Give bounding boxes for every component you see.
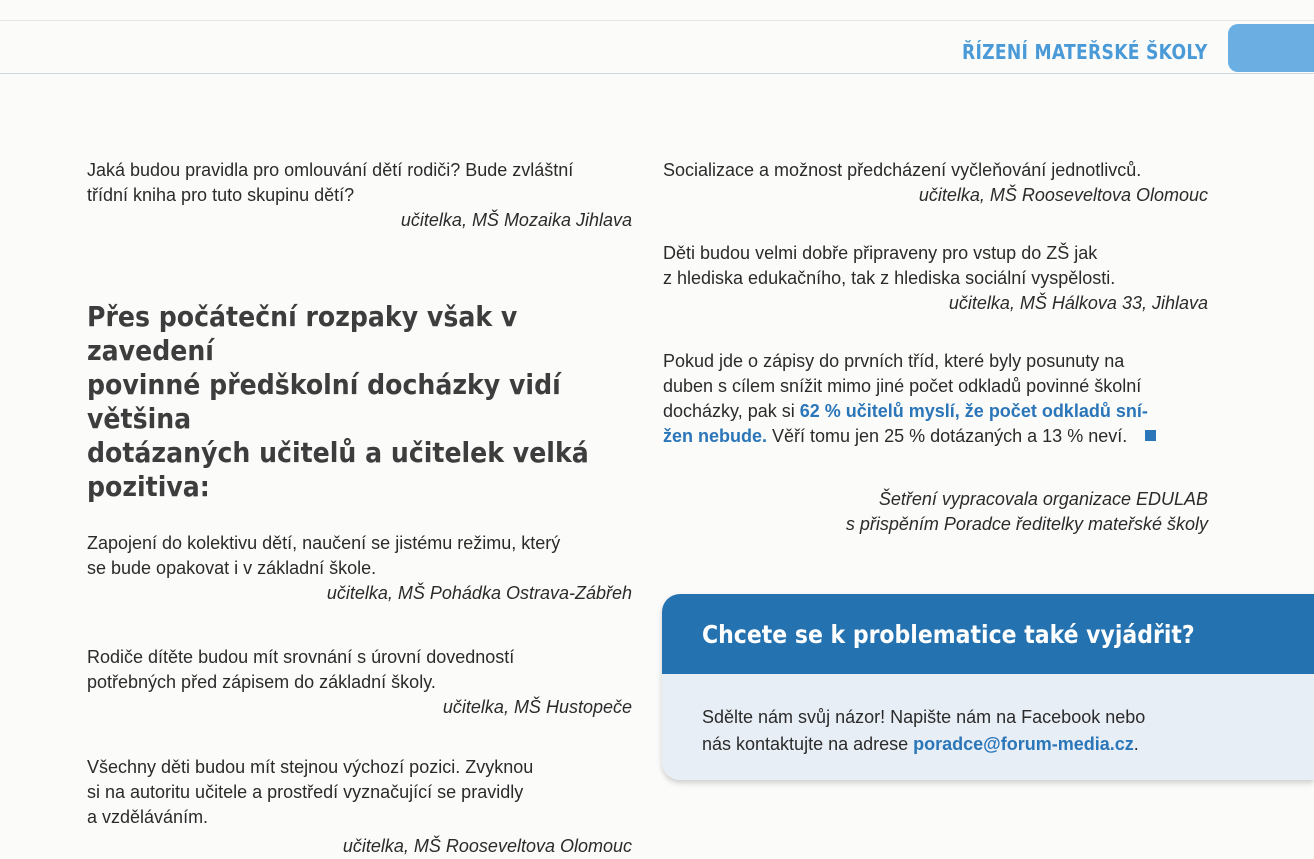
summary-highlight: 62 % učitelů myslí, že počet odkladů sní-: [799, 401, 1148, 421]
heading-line: povinné předškolní docházky vidí většina: [87, 368, 561, 435]
quote-line: se bude opakovat i v základní škole.: [87, 558, 377, 578]
summary-text: Věří tomu jen 25 % dotázaných a 13 % neví.: [767, 426, 1128, 446]
quote-attribution: učitelka, MŠ Rooseveltova Olomouc: [918, 185, 1208, 205]
summary-paragraph: [663, 349, 1208, 449]
quote-line: Jaká budou pravidla pro omlouvání dětí rodiči? Bude zvláštní: [87, 160, 574, 180]
heading-line: pozitiva:: [87, 470, 210, 503]
quote-attribution: učitelka, MŠ Hálkova 33, Jihlava: [948, 293, 1208, 313]
summary-line: Pokud jde o zápisy do prvních tříd, které byly posunuty na: [663, 351, 1125, 371]
quote-attribution: učitelka, MŠ Pohádka Ostrava-Zábřeh: [326, 583, 632, 603]
quote-line: si na autoritu učitele a prostředí vyznačující se pravidly: [87, 782, 524, 802]
quote-line: a vzděláváním.: [87, 807, 209, 827]
quote-attribution: učitelka, MŠ Hustopeče: [442, 697, 632, 717]
quote-block: [87, 645, 632, 720]
quote-line: Socializace a možnost předcházení vyčleňování jednotlivců.: [663, 160, 1142, 180]
credits: [663, 487, 1208, 537]
summary-highlight: žen nebude.: [663, 426, 768, 446]
quote-block: [663, 241, 1208, 316]
summary-text: docházky, pak si: [663, 401, 800, 421]
quote-block: [87, 158, 632, 233]
section-heading: [87, 300, 591, 504]
quote-line: Zapojení do kolektivu dětí, naučení se jistému režimu, který: [87, 533, 561, 553]
quote-attribution: učitelka, MŠ Rooseveltova Olomouc: [342, 836, 632, 856]
heading-line: Přes počáteční rozpaky však v zavedení: [87, 300, 518, 367]
quote-line: Rodiče dítěte budou mít srovnání s úrovní dovedností: [87, 647, 515, 667]
cta-email-link[interactable]: poradce@forum-media.cz: [913, 734, 1134, 754]
credits-line: s přispěním Poradce ředitelky mateřské školy: [845, 514, 1208, 534]
section-tab-marker: [1228, 24, 1314, 72]
quote-line: potřebných před zápisem do základní školy.: [87, 672, 436, 692]
section-title: ŘÍZENÍ MATEŘSKÉ ŠKOLY: [962, 40, 1208, 64]
summary-line: duben s cílem snížit mimo jiné počet odkladů povinné školní: [663, 376, 1142, 396]
cta-header: [662, 594, 1314, 674]
cta-text: [702, 704, 1262, 758]
right-column: [663, 158, 1208, 537]
quote-line: třídní kniha pro tuto skupinu dětí?: [87, 185, 355, 205]
credits-line: Šetření vypracovala organizace EDULAB: [878, 489, 1208, 509]
left-column: [87, 158, 632, 859]
cta-text-line: Sdělte nám svůj názor! Napište nám na Facebook nebo: [702, 707, 1146, 727]
cta-title: Chcete se k problematice také vyjádřit?: [702, 620, 1195, 649]
quote-attribution: učitelka, MŠ Mozaika Jihlava: [400, 210, 632, 230]
summary-line: [663, 424, 1208, 449]
summary-line: [663, 399, 1208, 424]
quote-block: [87, 531, 632, 606]
quote-line: z hlediska edukačního, tak z hlediska sociální vyspělosti.: [663, 268, 1116, 288]
cta-text-line: [702, 731, 1262, 758]
cta-box: [662, 594, 1314, 780]
quote-block: [663, 158, 1208, 208]
end-of-article-square-icon: [1145, 430, 1156, 441]
cta-text-end: .: [1133, 734, 1139, 754]
cta-body: [662, 674, 1314, 780]
cta-text-start: nás kontaktujte na adrese: [702, 734, 914, 754]
quote-line: Všechny děti budou mít stejnou výchozí pozici. Zvyknou: [87, 757, 534, 777]
quote-block: [87, 755, 632, 859]
quote-line: Děti budou velmi dobře připraveny pro vstup do ZŠ jak: [663, 243, 1098, 263]
heading-line: dotázaných učitelů a učitelek velká: [87, 436, 589, 469]
